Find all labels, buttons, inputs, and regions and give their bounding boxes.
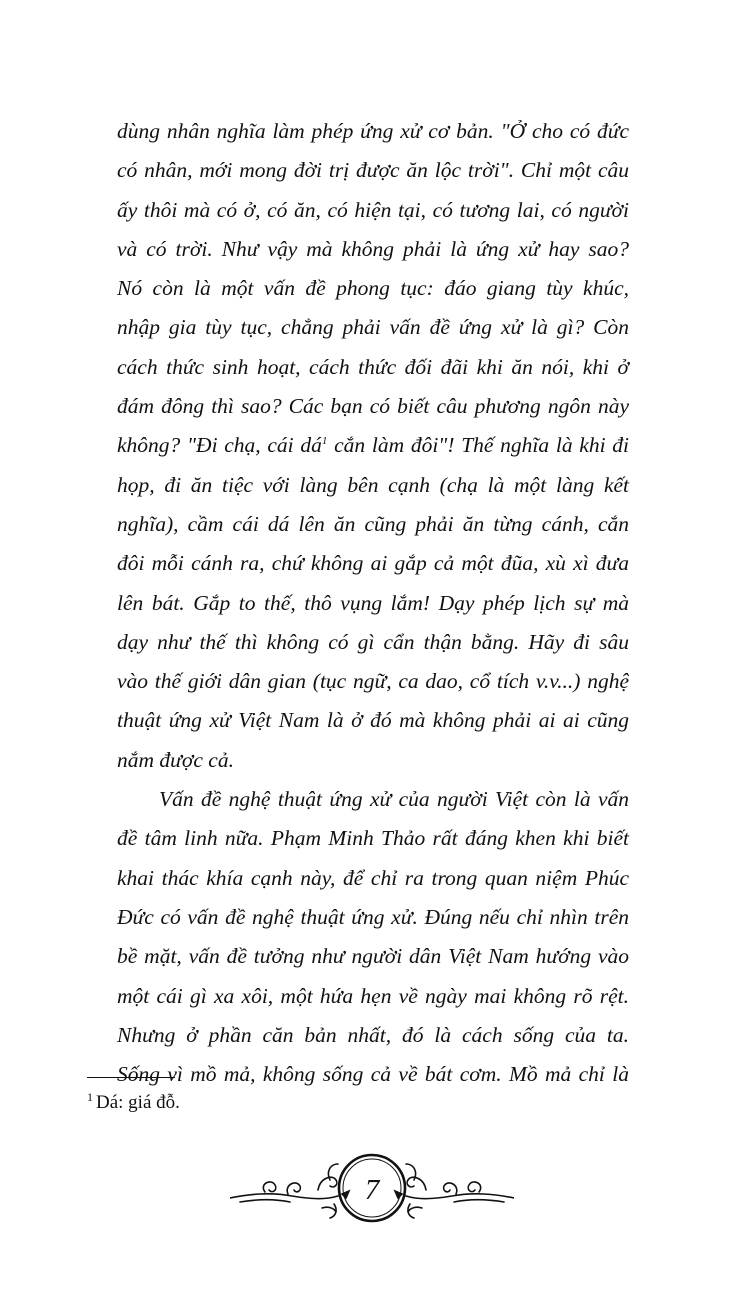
text-line: đề tâm linh nữa. Phạm Minh Thảo rất đáng khen khi biết	[117, 826, 629, 851]
text-line: lên bát. Gắp to thế, thô vụng lắm! Dạy phép lịch sự mà	[117, 590, 629, 615]
text-line: ấy thôi mà có ở, có ăn, có hiện tại, có tương lai, có người	[117, 197, 629, 222]
footnote	[87, 1089, 180, 1114]
text-line: Nhưng ở phần căn bản nhất, đó là cách sống của ta.	[117, 1022, 629, 1047]
text-line: đôi mỗi cánh ra, chứ không ai gắp cả một đũa, xù xì đưa	[117, 551, 629, 576]
text-line: bề mặt, vấn đề tưởng như người dân Việt Nam hướng vào	[117, 944, 629, 969]
text-line: Sống vì mồ mả, không sống cả về bát cơm. Mồ mả chỉ là	[117, 1062, 629, 1087]
text-line: một cái gì xa xôi, một hứa hẹn về ngày mai không rõ rệt.	[117, 983, 629, 1008]
text-line: có nhân, mới mong đời trị được ăn lộc trời". Chỉ một câu	[117, 158, 629, 183]
text-line: và có trời. Như vậy mà không phải là ứng xử hay sao?	[117, 236, 629, 261]
text-line: khai thác khía cạnh này, để chỉ ra trong quan niệm Phúc	[117, 865, 629, 890]
body-text	[117, 112, 629, 1094]
page-number: 7	[364, 1174, 380, 1206]
text-line-paragraph-start: Vấn đề nghệ thuật ứng xử của người Việt còn là vấn	[159, 787, 629, 812]
footnote-text: Dá: giá đỗ.	[96, 1092, 180, 1113]
text-line: họp, đi ăn tiệc với làng bên cạnh (chạ là một làng kết	[117, 472, 629, 497]
footnote-divider	[87, 1077, 175, 1078]
text-segment: cắn làm đôi"! Thế nghĩa là khi đi	[327, 433, 629, 458]
text-segment: không? "Đi chạ, cái dá	[117, 433, 322, 458]
text-line: dạy như thế thì không có gì cẩn thận bằng. Hãy đi sâu	[117, 629, 629, 654]
text-line: Nó còn là một vấn đề phong tục: đáo giang tùy khúc,	[117, 276, 629, 301]
text-line: Đức có vấn đề nghệ thuật ứng xử. Đúng nếu chỉ nhìn trên	[117, 904, 629, 929]
footnote-number: 1	[87, 1089, 93, 1104]
text-line: cách thức sinh hoạt, cách thức đối đãi khi ăn nói, khi ở	[117, 354, 629, 379]
footnote-reference: 1	[321, 435, 328, 448]
text-line: vào thế giới dân gian (tục ngữ, ca dao, cổ tích v.v...) nghệ	[117, 669, 629, 694]
text-line: nghĩa), cầm cái dá lên ăn cũng phải ăn từng cánh, cắn	[117, 511, 629, 536]
text-line-paragraph-end: nắm được cả.	[117, 747, 234, 772]
text-line: thuật ứng xử Việt Nam là ở đó mà không phải ai ai cũng	[117, 708, 629, 733]
text-line: nhập gia tùy tục, chẳng phải vấn đề ứng xử là gì? Còn	[117, 315, 629, 340]
text-line-with-footnote	[117, 426, 629, 465]
text-line: đám đông thì sao? Các bạn có biết câu phương ngôn này	[117, 394, 629, 419]
text-line: dùng nhân nghĩa làm phép ứng xử cơ bản. "Ở cho có đức	[117, 119, 629, 143]
